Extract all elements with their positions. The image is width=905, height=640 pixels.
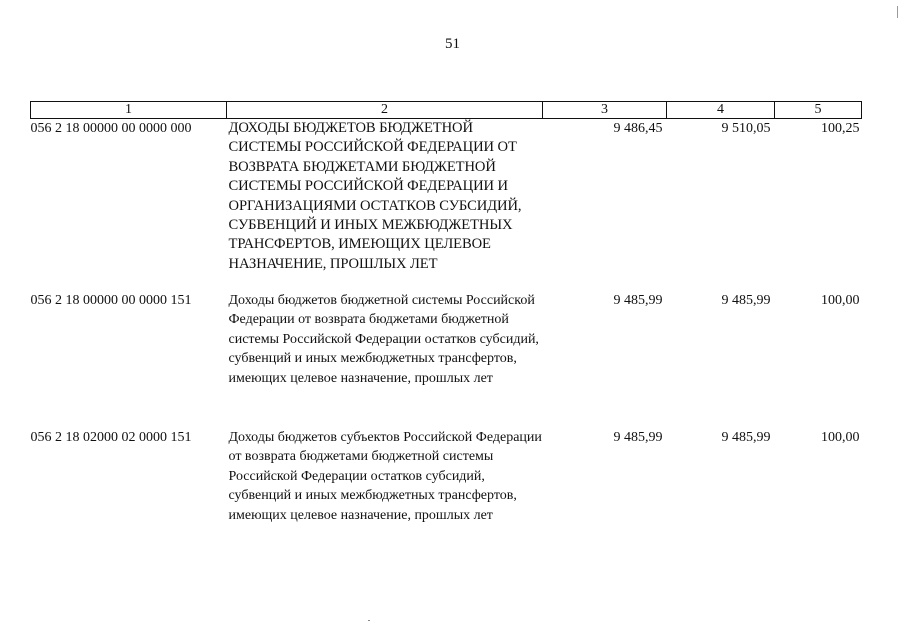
value-col3: 9 486,45	[613, 121, 663, 136]
value-col5: 100,00	[821, 293, 860, 308]
budget-code: 056 2 18 00000 00 0000 000	[30, 121, 192, 136]
table-row	[31, 428, 862, 548]
value-col5: 100,25	[821, 121, 860, 136]
value-col4: 9 485,99	[721, 430, 771, 445]
value-col4: 9 485,99	[721, 293, 771, 308]
value-col3: 9 485,99	[613, 430, 663, 445]
column-header-4: 4	[667, 102, 775, 119]
budget-table	[30, 101, 862, 548]
table-row	[31, 119, 862, 292]
row-description: Доходы бюджетов субъектов Российской Федерации от возврата бюджетами бюджетной системы Российской Федерации остатков субсидий, субвенций и иных межбюджетных трансфертов, имеющих целевое назначение, прошлых лет	[228, 430, 542, 523]
budget-code: 056 2 18 00000 00 0000 151	[30, 293, 192, 308]
column-header-2: 2	[227, 102, 543, 119]
scan-margin-mark	[897, 6, 898, 18]
row-description: ДОХОДЫ БЮДЖЕТОВ БЮДЖЕТНОЙ СИСТЕМЫ РОССИЙСКОЙ ФЕДЕРАЦИИ ОТ ВОЗВРАТА БЮДЖЕТАМИ БЮДЖЕТНОЙ СИСТЕМЫ РОССИЙСКОЙ ФЕДЕРАЦИИ И ОРГАНИЗАЦИЯМИ ОСТАТКОВ СУБСИДИЙ, СУБВЕНЦИЙ И ИНЫХ МЕЖБЮДЖЕТНЫХ ТРАНСФЕРТОВ, ИМЕЮЩИХ ЦЕЛЕВОЕ НАЗНАЧЕНИЕ, ПРОШЛЫХ ЛЕТ	[228, 120, 522, 272]
scan-speck	[368, 620, 370, 621]
page-number: 51	[445, 36, 460, 52]
budget-code: 056 2 18 02000 02 0000 151	[30, 430, 192, 445]
table-row	[31, 291, 862, 428]
table-header-row	[31, 102, 862, 119]
column-header-1: 1	[31, 102, 227, 119]
column-header-5: 5	[775, 102, 862, 119]
column-header-3: 3	[543, 102, 667, 119]
value-col3: 9 485,99	[613, 293, 663, 308]
row-description: Доходы бюджетов бюджетной системы Российской Федерации от возврата бюджетами бюджетной системы Российской Федерации остатков субсидий, субвенций и иных межбюджетных трансфертов, имеющих целевое назначение, прошлых лет	[228, 293, 539, 386]
value-col5: 100,00	[821, 430, 860, 445]
value-col4: 9 510,05	[721, 121, 771, 136]
